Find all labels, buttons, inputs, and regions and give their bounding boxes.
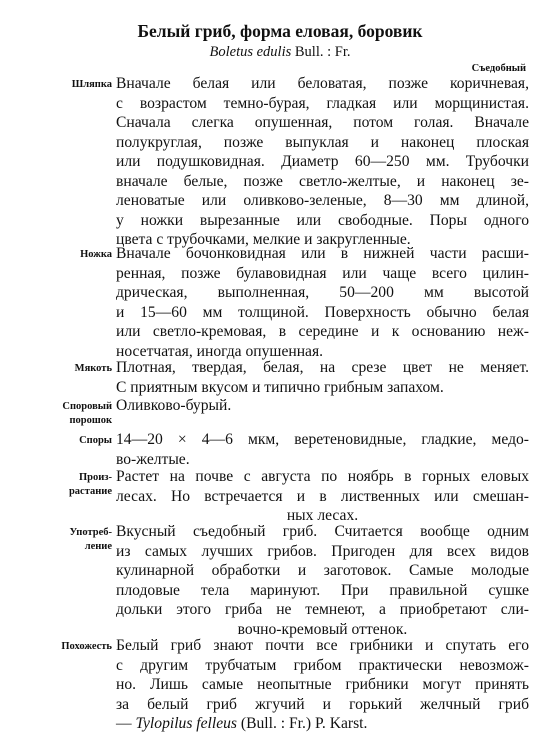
section-text-spores: 14—20 × 4—6 мкм, веретеновидные, гладкие, медо- во-желтые. <box>116 431 529 468</box>
section-label-stem: Ножка <box>80 249 112 260</box>
latin-name: Boletus edulis <box>209 44 292 60</box>
section-text-cap: Вначале белая или беловатая, позже коричневая, с возрастом темно-бурая, гладкая или морщинистая. Сначала слегка опушенная, потом голая. Вначале полукруглая, позже выпуклая и наконец плоская или подушковидная. Диаметр 60—250 мм. Трубочки вначале белые, позже светло-желтые, и наконец зе- леноватые или оливково-зеленые, 8—30 мм длиной, у ножки вырезанные или свободные. Поры одного цвета с трубочками, мелкие и закругленные. <box>116 75 529 248</box>
section-label-similarity: Похожесть <box>61 641 112 652</box>
section-text-habitat: Растет на почве с августа по ноябрь в горных еловых лесах. Но встречается и в лиственных или смешан- ных лесах. <box>116 468 529 524</box>
similarity-last-line: — Tylopilus felleus (Bull. : Fr.) P. Karst. <box>116 715 368 732</box>
latin-name-line <box>60 42 500 62</box>
section-text-flesh: Плотная, твердая, белая, на срезе цвет не меняет. С приятным вкусом и типично грибным запахом. <box>116 359 529 396</box>
similar-species-author: (Bull. : Fr.) P. Karst. <box>240 715 368 732</box>
edibility-label: Съедобный <box>471 63 526 74</box>
section-text-similarity: Белый гриб знают почти все грибники и спутать его с другим трубчатым грибом практически невозмож- но. Лишь самые неопытные грибники могут принять за белый гриб жгучий и горький желчный гриб — Tylopilus felleus (Bull. : Fr.) P. Karst. <box>116 637 529 732</box>
section-label-usage: Употреб- ление <box>69 527 112 552</box>
section-label-habitat: Произ- растание <box>68 472 112 497</box>
section-label-spore-print: Споровый порошок <box>62 401 112 426</box>
section-label-flesh: Мякоть <box>74 363 112 374</box>
similar-species-latin: Tylopilus felleus <box>135 715 237 732</box>
section-text-usage: Вкусный съедобный гриб. Считается вообще одним из самых лучших грибов. Пригоден для всех видов кулинарной обработки и заготовок. Самые молодые плодовые тела маринуют. При правильной сушке дольки этого гриба не темнеют, а приобретают сли- вочно-кремовый оттенок. <box>116 523 529 638</box>
page-title: Белый гриб, форма еловая, боровик <box>137 21 423 41</box>
section-label-spores: Споры <box>79 435 112 446</box>
section-text-spore-print: Оливково-бурый. <box>116 397 232 414</box>
section-label-cap: Шляпка <box>71 79 112 90</box>
section-text-stem: Вначале бочонковидная или в нижней части расши- ренная, позже булавовидная или чаще всего цилин- дрическая, выполненная, 50—200 мм высотой и 15—60 мм толщиной. Поверхность обычно белая или светло-кремовая, в середине и к основанию неж- носетчатая, иногда опушенная. <box>116 245 529 360</box>
latin-author: Bull. : Fr. <box>294 44 351 60</box>
